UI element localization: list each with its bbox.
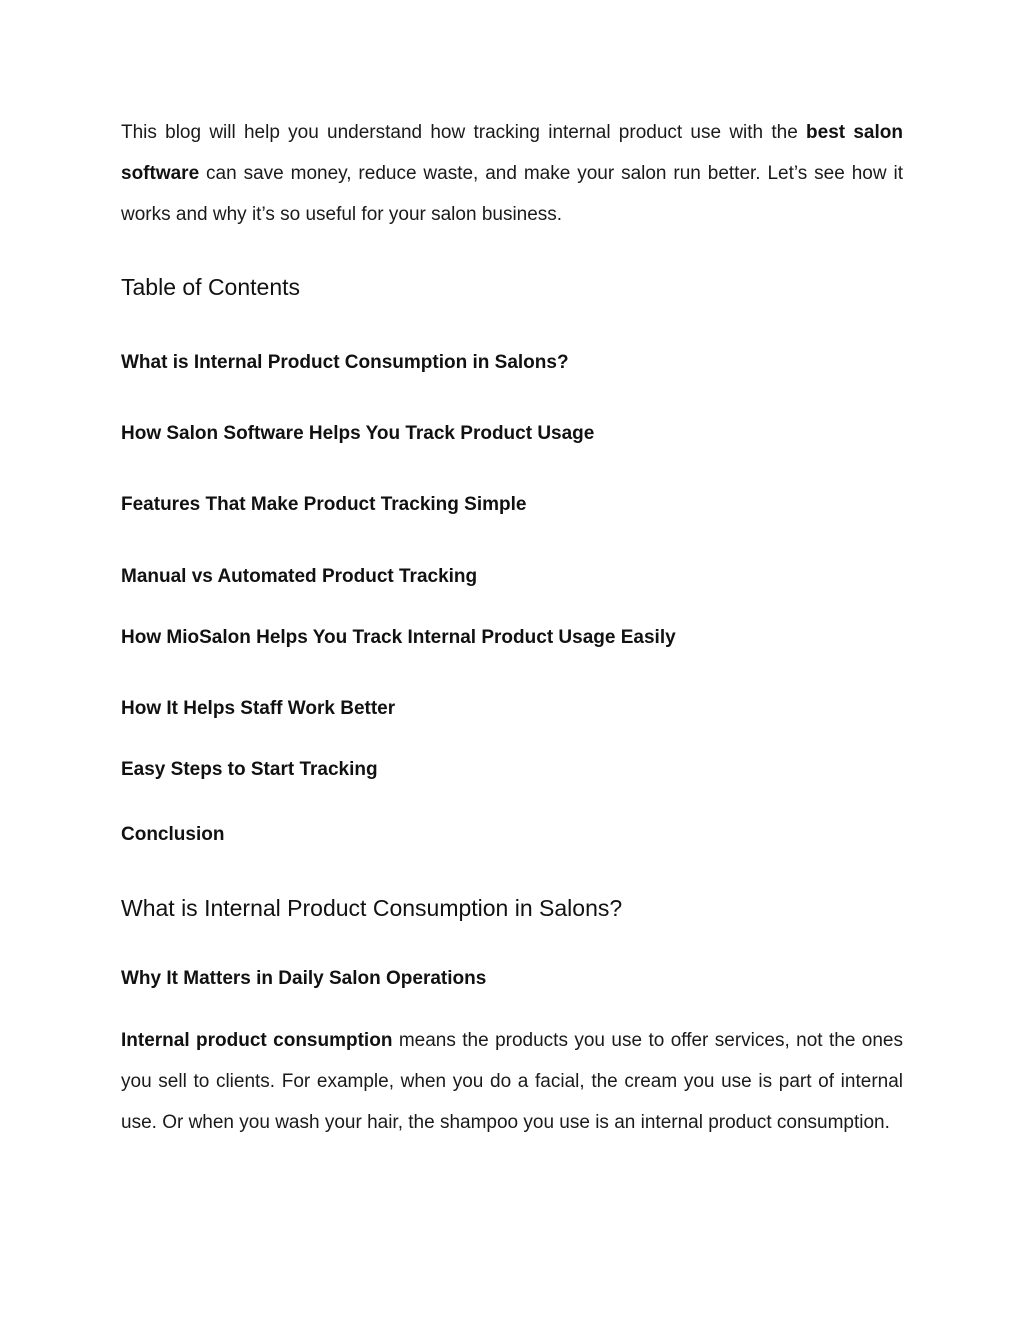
section-rest: means the products you use to offer services, not the ones you sell to clients. For example, when you do a facial, the cream you use is part of internal use. Or when you wash your hair, the shampoo you use is an internal product consumption. xyxy=(121,1030,903,1133)
toc-title: Table of Contents xyxy=(121,274,301,300)
toc-item-track-usage[interactable]: How Salon Software Helps You Track Product Usage xyxy=(121,423,595,444)
section-paragraph xyxy=(121,1020,903,1143)
section-subtitle: Why It Matters in Daily Salon Operations xyxy=(121,968,487,989)
document-page xyxy=(121,112,903,1133)
toc-item-conclusion[interactable]: Conclusion xyxy=(121,824,225,845)
toc-item-manual-vs-automated[interactable]: Manual vs Automated Product Tracking xyxy=(121,566,478,587)
intro-bold-link-text: best salon software xyxy=(121,122,903,184)
toc-item-staff[interactable]: How It Helps Staff Work Better xyxy=(121,698,396,719)
intro-paragraph xyxy=(121,112,903,235)
section-title: What is Internal Product Consumption in Salons? xyxy=(121,895,623,921)
toc-item-easy-steps[interactable]: Easy Steps to Start Tracking xyxy=(121,759,378,780)
toc-item-miosalon[interactable]: How MioSalon Helps You Track Internal Product Usage Easily xyxy=(121,627,676,648)
section-bold-term: Internal product consumption xyxy=(121,1030,393,1051)
toc-item-internal-consumption[interactable]: What is Internal Product Consumption in Salons? xyxy=(121,352,569,373)
toc-item-features[interactable]: Features That Make Product Tracking Simple xyxy=(121,494,527,515)
intro-rest: can save money, reduce waste, and make your salon run better. Let’s see how it works and why it’s so useful for your salon business. xyxy=(121,163,903,225)
intro-lead: This blog will help you understand how tracking internal product use with the xyxy=(121,122,807,143)
